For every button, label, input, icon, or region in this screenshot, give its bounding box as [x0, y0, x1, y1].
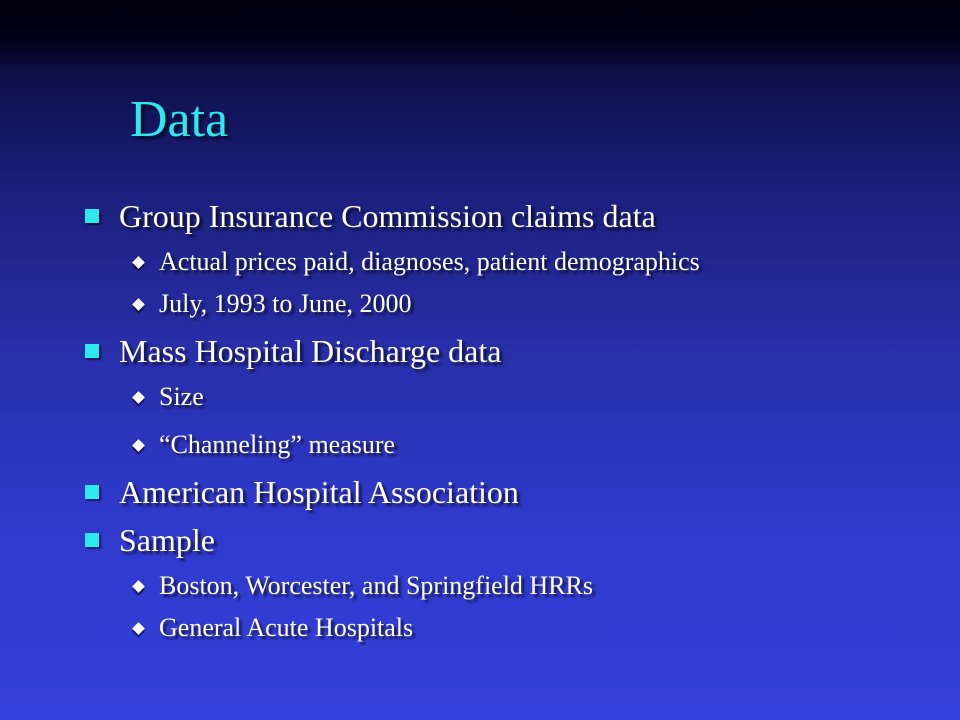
sub-bullet-item	[132, 245, 700, 279]
bullet-item-group-insurance	[85, 196, 656, 236]
sub-bullet-item	[132, 380, 204, 414]
sub-bullet-item	[132, 611, 413, 645]
bullet-label: American Hospital Association	[119, 474, 519, 510]
bullet-label: Group Insurance Commission claims data	[119, 198, 656, 234]
bullet-label: Sample	[119, 522, 215, 558]
sub-bullet-label: Boston, Worcester, and Springfield HRRs	[159, 571, 594, 600]
diamond-bullet-icon	[132, 256, 145, 269]
slide-title: Data	[130, 91, 229, 148]
diamond-bullet-icon	[132, 580, 145, 593]
bullet-item-mass-hospital	[85, 331, 501, 371]
sub-bullet-item	[132, 287, 412, 321]
diamond-bullet-icon	[132, 391, 145, 404]
sub-bullet-label: Size	[159, 382, 204, 411]
bullet-item-sample	[85, 520, 215, 560]
sub-bullet-label: General Acute Hospitals	[159, 613, 414, 642]
square-bullet-icon	[85, 533, 99, 547]
sub-bullet-label: July, 1993 to June, 2000	[159, 289, 412, 318]
sub-bullet-item	[132, 569, 593, 603]
square-bullet-icon	[85, 209, 99, 223]
bullet-item-american-hospital	[85, 472, 519, 512]
sub-bullet-label: Actual prices paid, diagnoses, patient demographics	[159, 247, 700, 276]
bullet-label: Mass Hospital Discharge data	[119, 333, 502, 369]
square-bullet-icon	[85, 344, 99, 358]
diamond-bullet-icon	[132, 439, 145, 452]
sub-bullet-label: “Channeling” measure	[159, 430, 396, 459]
square-bullet-icon	[85, 485, 99, 499]
diamond-bullet-icon	[132, 298, 145, 311]
sub-bullet-item	[132, 428, 395, 462]
diamond-bullet-icon	[132, 622, 145, 635]
